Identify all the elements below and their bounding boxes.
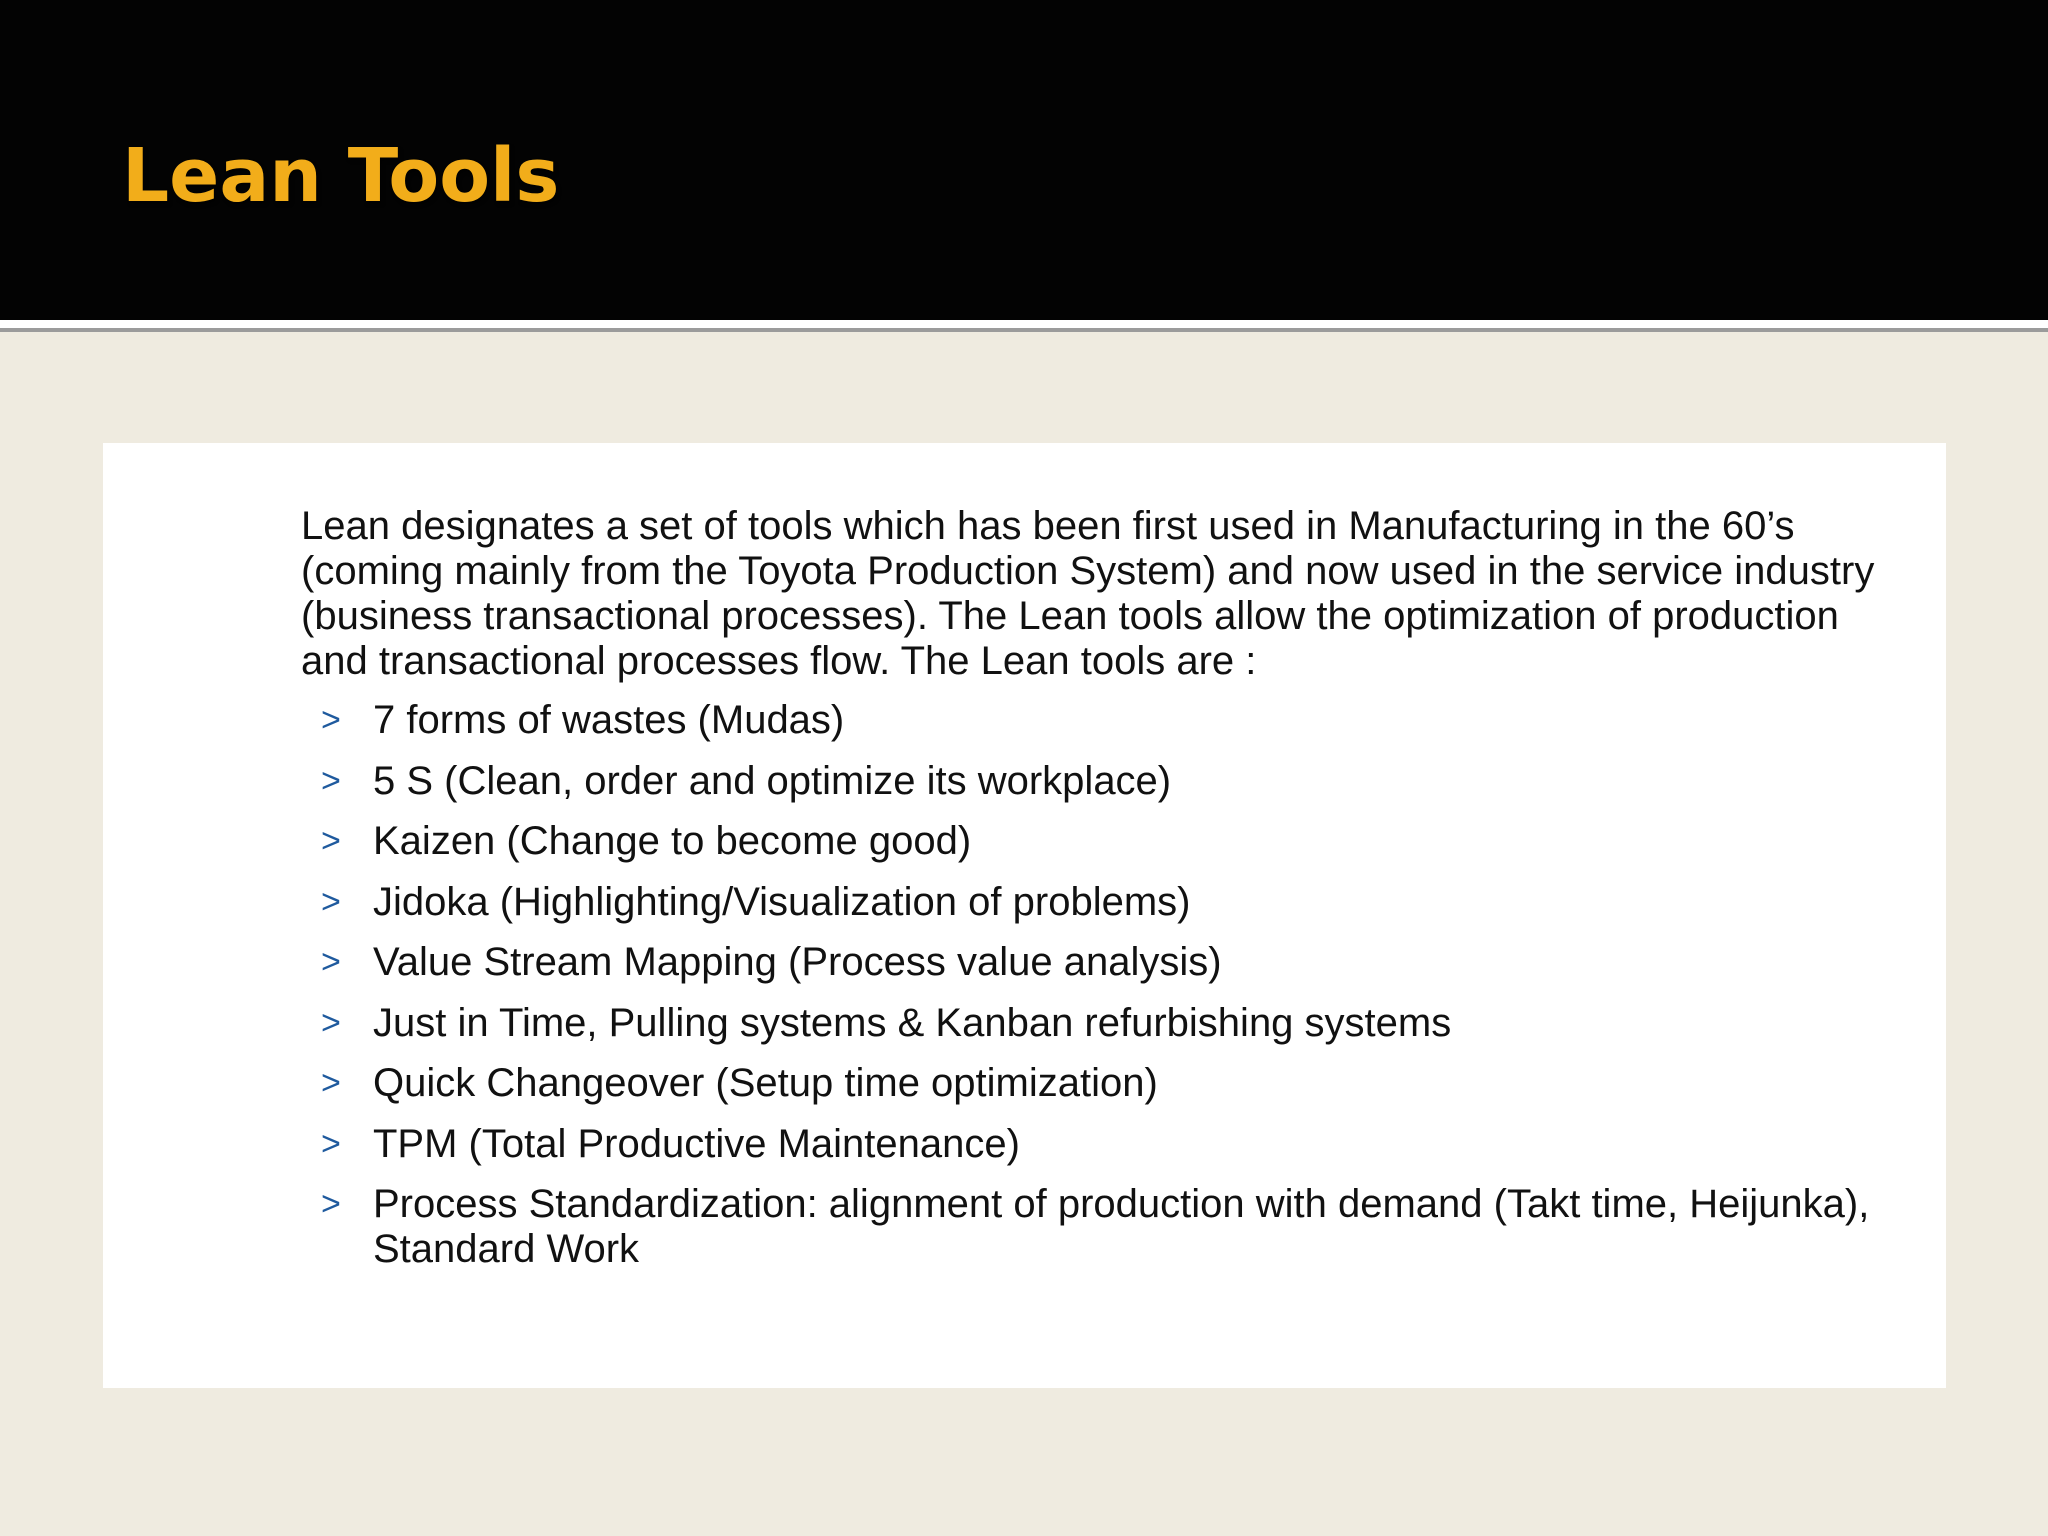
list-item-text: 5 S (Clean, order and optimize its workplace)	[373, 758, 1172, 803]
list-item	[301, 940, 1901, 985]
intro-paragraph: Lean designates a set of tools which has been first used in Manufacturing in the 60’s (coming mainly from the Toyota Production System) and now used in the service industry (business transactional processes). The Lean tools allow the optimization of production and transactional processes flow. The Lean tools are :	[301, 504, 1875, 683]
list-item	[301, 1182, 1901, 1272]
list-item	[301, 1061, 1901, 1106]
list-item	[301, 1001, 1901, 1046]
content-panel	[103, 443, 1946, 1388]
list-item-text: 7 forms of wastes (Mudas)	[373, 698, 845, 742]
bullet-arrow-icon: >	[321, 1124, 341, 1163]
list-item	[301, 880, 1901, 925]
list-item	[301, 1122, 1901, 1167]
title-divider-gray	[0, 328, 2048, 332]
list-item-text: Jidoka (Highlighting/Visualization of problems)	[373, 879, 1191, 924]
list-item	[301, 759, 1901, 804]
list-item-text: TPM (Total Productive Maintenance)	[373, 1121, 1020, 1166]
bullet-arrow-icon: >	[321, 1003, 341, 1042]
list-item-text: Quick Changeover (Setup time optimization)	[373, 1061, 1158, 1105]
bullet-arrow-icon: >	[321, 761, 341, 800]
list-item-text: Value Stream Mapping (Process value analysis)	[373, 940, 1222, 984]
list-item-text: Kaizen (Change to become good)	[373, 819, 972, 863]
list-item	[301, 698, 1901, 743]
bullet-arrow-icon: >	[321, 882, 341, 921]
bullet-arrow-icon: >	[321, 701, 341, 739]
title-bar	[0, 0, 2048, 320]
bullet-arrow-icon: >	[321, 943, 341, 981]
list-item	[301, 819, 1901, 864]
bullet-arrow-icon: >	[321, 822, 341, 860]
list-item-text: Just in Time, Pulling systems & Kanban refurbishing systems	[373, 1000, 1452, 1045]
content-body	[301, 504, 1901, 1288]
bullet-arrow-icon: >	[321, 1185, 341, 1223]
slide-title: Lean Tools	[122, 133, 560, 219]
lean-tools-list	[301, 698, 1901, 1272]
bullet-arrow-icon: >	[321, 1064, 341, 1102]
list-item-text: Process Standardization: alignment of production with demand (Takt time, Heijunka), Standard Work	[373, 1182, 1870, 1271]
title-divider-white	[0, 320, 2048, 328]
